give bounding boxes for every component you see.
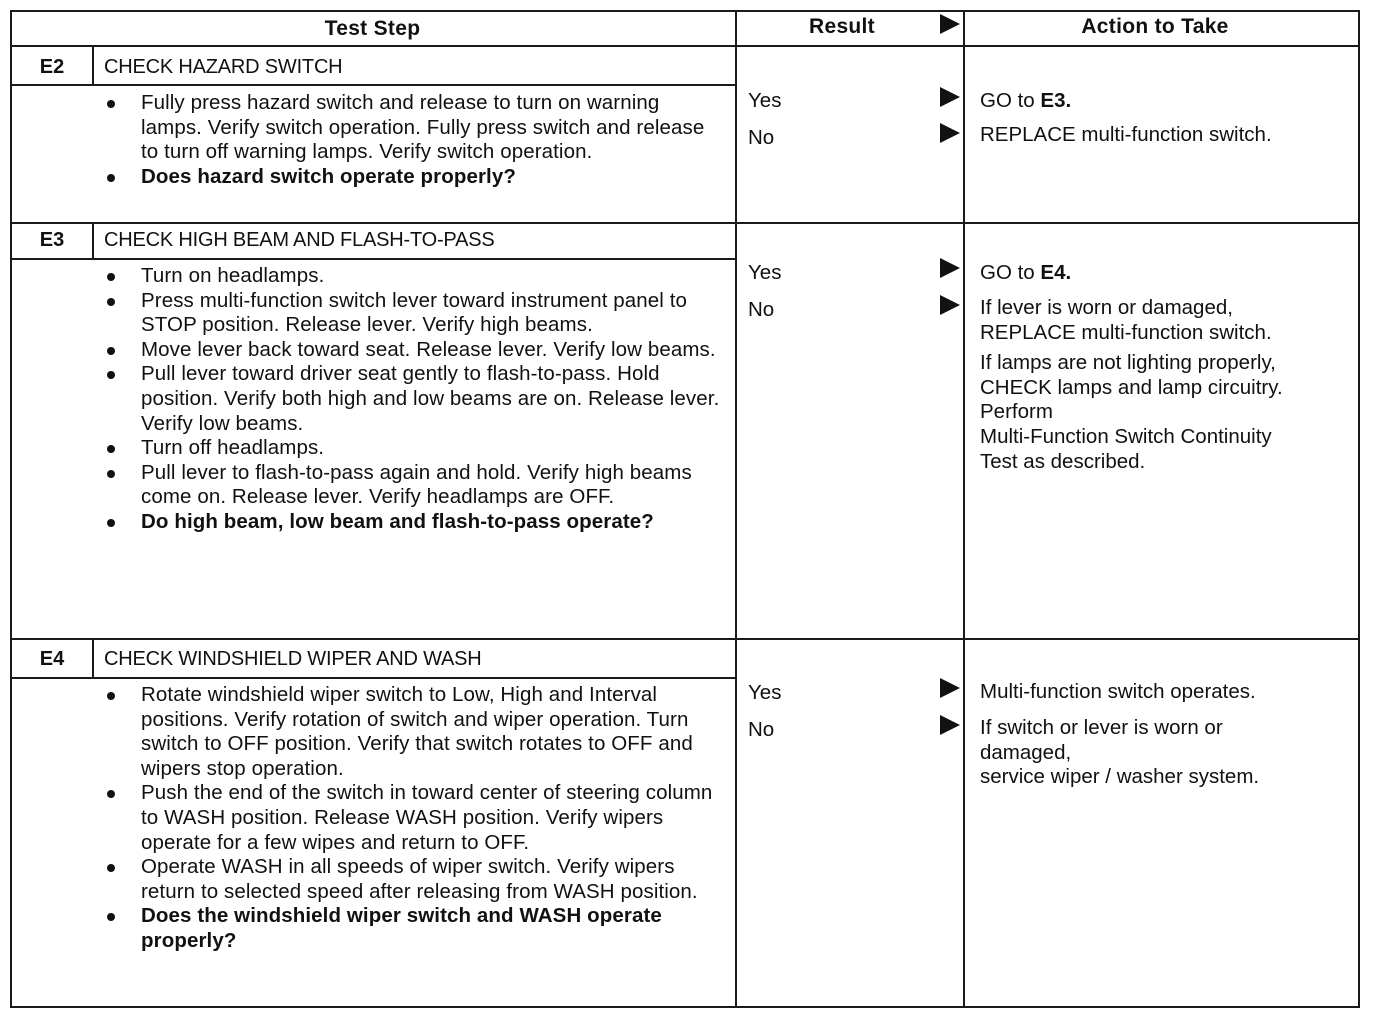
result-arrow-icon — [940, 87, 960, 107]
col-divider-action — [963, 10, 965, 1008]
list-item: Pull lever toward driver seat gently to flash-to-pass. Hold position. Verify both high and low beams are on. Release lever. Verify low beams. — [96, 362, 726, 436]
bullet-icon — [107, 519, 115, 527]
result-yes-e4: Yes — [748, 681, 782, 704]
step-id-divider-e4 — [92, 638, 94, 679]
bullet-icon — [107, 790, 115, 798]
step-title-e4: CHECK WINDSHIELD WIPER AND WASH — [104, 648, 482, 670]
result-arrow-icon — [940, 715, 960, 735]
bullet-icon — [107, 913, 115, 921]
list-item: Operate WASH in all speeds of wiper switch. Verify wipers return to selected speed after releasing from WASH position. — [96, 855, 726, 904]
action-yes-e3: GO to E4. — [980, 261, 1072, 284]
header-action: Action to Take — [1081, 15, 1229, 38]
action-yes-e4: Multi-function switch operates. — [980, 680, 1256, 703]
bullet-list-e4 — [96, 683, 726, 954]
result-yes-e2: Yes — [748, 89, 782, 112]
list-item: Fully press hazard switch and release to turn on warning lamps. Verify switch operation. Fully press switch and release to turn off warning lamps. Verify switch operation. — [96, 91, 726, 165]
result-no-e4: No — [748, 718, 775, 741]
col-divider-result — [735, 10, 737, 1008]
result-yes-e3: Yes — [748, 261, 782, 284]
list-item: Press multi-function switch lever toward instrument panel to STOP position. Release lever. Verify high beams. — [96, 289, 726, 338]
action-no-e2: REPLACE multi-function switch. — [980, 123, 1272, 146]
result-arrow-icon — [940, 295, 960, 315]
table-left-border — [10, 10, 12, 1008]
list-item: Turn on headlamps. — [96, 264, 726, 289]
action-no-e3: If lever is worn or damaged, REPLACE multi-function switch. If lamps are not lighting properly, CHECK lamps and lamp circuitry. Perform Multi-Function Switch Continuity Test as described. — [980, 296, 1283, 473]
bullet-icon — [107, 371, 115, 379]
result-no-e2: No — [748, 126, 775, 149]
step-title-e2: CHECK HAZARD SWITCH — [104, 56, 343, 78]
list-item: Push the end of the switch in toward center of steering column to WASH position. Release WASH position. Verify wipers operate for a few wipes and return to OFF. — [96, 781, 726, 855]
list-item: Pull lever to flash-to-pass again and hold. Verify high beams come on. Release lever. Verify headlamps are OFF. — [96, 461, 726, 510]
step-id-e2: E2 — [39, 56, 65, 78]
row-separator-e4 — [10, 638, 1360, 640]
bullet-icon — [107, 100, 115, 108]
row-separator-e3 — [10, 222, 1360, 224]
bullet-icon — [107, 445, 115, 453]
step-title-underline-e3 — [10, 258, 737, 260]
list-item: Move lever back toward seat. Release lever. Verify low beams. — [96, 338, 726, 363]
list-item-question: Does the windshield wiper switch and WASH operate properly? — [96, 904, 726, 953]
result-arrow-icon — [940, 123, 960, 143]
action-yes-e2: GO to E3. — [980, 89, 1072, 112]
bullet-icon — [107, 174, 115, 182]
action-no-e4: If switch or lever is worn or damaged, service wiper / washer system. — [980, 716, 1260, 789]
step-title-underline-e4 — [10, 677, 737, 679]
result-no-e3: No — [748, 298, 775, 321]
bullet-icon — [107, 470, 115, 478]
table-right-border — [1358, 10, 1360, 1008]
result-arrow-icon — [940, 678, 960, 698]
step-id-e4: E4 — [39, 648, 65, 670]
header-result: Result — [809, 15, 875, 38]
list-item-question: Do high beam, low beam and flash-to-pass operate? — [96, 510, 726, 535]
result-arrow-icon — [940, 258, 960, 278]
bullet-icon — [107, 273, 115, 281]
table-top-border — [10, 10, 1360, 12]
bullet-icon — [107, 864, 115, 872]
header-bottom-border — [10, 45, 1360, 47]
step-title-e3: CHECK HIGH BEAM AND FLASH-TO-PASS — [104, 229, 495, 251]
header-test-step: Test Step — [324, 17, 421, 40]
step-id-e3: E3 — [39, 229, 65, 251]
bullet-icon — [107, 347, 115, 355]
list-item-question: Does hazard switch operate properly? — [96, 165, 726, 190]
list-item: Turn off headlamps. — [96, 436, 726, 461]
step-id-divider-e3 — [92, 222, 94, 260]
step-id-divider-e2 — [92, 45, 94, 86]
table-bottom-border — [10, 1006, 1360, 1008]
bullet-list-e3 — [96, 264, 726, 535]
bullet-icon — [107, 298, 115, 306]
list-item: Rotate windshield wiper switch to Low, High and Interval positions. Verify rotation of switch and wiper operation. Turn switch to OFF position. Verify that switch rotates to OFF and wipers stop operation. — [96, 683, 726, 781]
bullet-list-e2 — [96, 91, 726, 189]
header-arrow-icon — [940, 14, 960, 34]
step-title-underline-e2 — [10, 84, 737, 86]
bullet-icon — [107, 692, 115, 700]
